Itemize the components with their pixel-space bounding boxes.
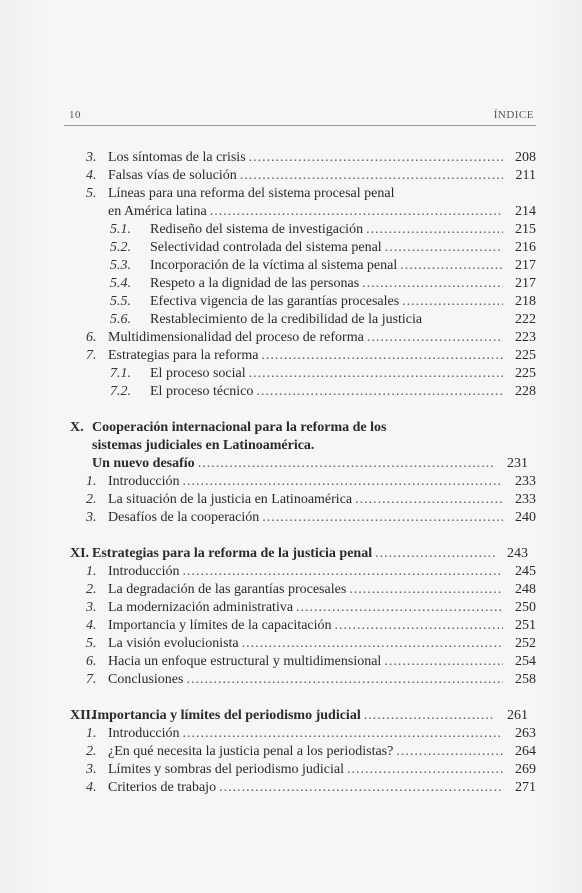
entry-title: Líneas para una reforma del sistema procesal penal [108,186,395,201]
entry-page: 214 [515,204,536,219]
dot-leader [400,257,503,275]
toc-entry [78,743,536,761]
toc-entry [78,383,536,401]
entry-page: 258 [515,672,536,687]
entry-title: Criterios de trabajo [108,780,217,795]
toc-entry [78,779,536,797]
chapter-gap [78,527,536,545]
entry-number: 5.4. [110,276,131,291]
toc-entry [78,365,536,383]
dot-leader [183,473,503,491]
entry-page: 225 [515,366,536,381]
entry-page: 225 [515,348,536,363]
entry-page: 217 [515,258,536,273]
entry-page: 252 [515,636,536,651]
toc-entry [78,185,536,203]
chapter-number: X. [70,420,84,435]
toc-entry [78,221,536,239]
entry-title: El proceso social [150,366,246,381]
entry-page: 269 [515,762,536,777]
entry-page: 248 [515,582,536,597]
toc-entry [78,725,536,743]
entry-page: 218 [515,294,536,309]
entry-title: Desafíos de la cooperación [108,510,260,525]
dot-leader [366,221,503,239]
chapter-heading [70,455,528,473]
chapter-title-text: Estrategias para la reforma de la justicia penal [92,546,373,561]
entry-title: Efectiva vigencia de las garantías procesales [150,294,400,309]
dot-leader [242,635,503,653]
toc-entry [78,509,536,527]
entry-number: 4. [86,780,97,795]
entry-number: 1. [86,564,97,579]
entry-page: 240 [515,510,536,525]
entry-number: 3. [86,600,97,615]
entry-title: La visión evolucionista [108,636,239,651]
entry-title: Importancia y límites de la capacitación [108,618,332,633]
entry-title: Falsas vías de solución [108,168,237,183]
chapter-number: XI. [70,546,90,561]
entry-title: Estrategias para la reforma [108,348,259,363]
chapter-number: XII. [70,708,95,723]
dot-leader [347,761,503,779]
entry-number: 4. [86,168,97,183]
chapter-title-text: sistemas judiciales en Latinoamérica. [92,438,315,453]
toc-entry [78,167,536,185]
chapter-title-text: Importancia y límites del periodismo judicial [92,708,361,723]
chapter-gap [78,401,536,419]
entry-number: 7. [86,672,97,687]
entry-number: 7. [86,348,97,363]
entry-page: 216 [515,240,536,255]
entry-title: Introducción [108,726,180,741]
entry-page: 254 [515,654,536,669]
dot-leader [198,455,495,473]
chapter-title-text: Un nuevo desafío [92,456,195,471]
toc-entry [78,617,536,635]
dot-leader [355,491,503,509]
entry-page: 264 [515,744,536,759]
toc-entry [78,275,536,293]
entry-number: 6. [86,330,97,345]
entry-title: La degradación de las garantías procesales [108,582,347,597]
dot-leader [183,725,503,743]
entry-number: 7.2. [110,384,131,399]
entry-title: Conclusiones [108,672,184,687]
entry-number: 2. [86,582,97,597]
entry-page: 245 [515,564,536,579]
entry-number: 1. [86,726,97,741]
entry-number: 5.1. [110,222,131,237]
toc-entry [78,563,536,581]
entry-number: 2. [86,492,97,507]
chapter-block [70,419,528,473]
entry-title: Restablecimiento de la credibilidad de la justicia [150,312,423,327]
dot-leader [210,203,503,221]
toc-entry [78,149,536,167]
entry-title: La situación de la justicia en Latinoamérica [108,492,353,507]
entry-number: 5.2. [110,240,131,255]
chapter-title-line [70,419,528,437]
chapter-title-line [70,437,528,455]
toc-entry [78,581,536,599]
entry-title: Incorporación de la víctima al sistema penal [150,258,398,273]
entry-page: 217 [515,276,536,291]
dot-leader [296,599,503,617]
toc-entry [78,473,536,491]
chapter-block [70,545,528,563]
entry-title: Respeto a la dignidad de las personas [150,276,360,291]
dot-leader [249,149,503,167]
entry-number: 5. [86,636,97,651]
entry-page: 250 [515,600,536,615]
entry-title: Introducción [108,564,180,579]
dot-leader [261,347,503,365]
entry-number: 4. [86,618,97,633]
chapter-heading [70,545,528,563]
chapter-block [70,707,528,725]
dot-leader [219,779,503,797]
entry-page: 211 [515,168,536,183]
chapter-gap [78,689,536,707]
entry-page: 223 [515,330,536,345]
entry-title: Selectividad controlada del sistema penal [150,240,382,255]
toc-entry [78,203,536,221]
chapter-heading [70,707,528,725]
toc-entry [78,239,536,257]
dot-leader [384,653,503,671]
entry-number: 6. [86,654,97,669]
table-of-contents [70,149,536,797]
dot-leader [240,167,503,185]
dot-leader [385,239,503,257]
toc-entry [78,653,536,671]
entry-page: 251 [515,618,536,633]
dot-leader [367,329,503,347]
entry-page: 271 [515,780,536,795]
entry-number: 3. [86,510,97,525]
entry-number: 3. [86,762,97,777]
dot-leader [349,581,503,599]
entry-title: Hacia un enfoque estructural y multidimensional [108,654,382,669]
page-header [69,109,534,125]
entry-number: 1. [86,474,97,489]
toc-entry [78,491,536,509]
entry-title: El proceso técnico [150,384,254,399]
entry-title: ¿En qué necesita la justicia penal a los periodistas? [108,744,394,759]
dot-leader [249,365,503,383]
toc-entry [78,257,536,275]
dot-leader [396,743,503,761]
entry-title: La modernización administrativa [108,600,294,615]
entry-page: 208 [515,150,536,165]
entry-number: 7.1. [110,366,131,381]
dot-leader [362,275,503,293]
toc-entry [78,347,536,365]
toc-entry [78,329,536,347]
entry-number: 3. [86,150,97,165]
dot-leader [375,545,495,563]
entry-number: 5. [86,186,97,201]
dot-leader [256,383,503,401]
entry-page: 222 [515,312,536,327]
toc-entry [78,599,536,617]
dot-leader [186,671,503,689]
dot-leader [183,563,503,581]
chapter-page: 243 [507,546,528,561]
entry-title: Los síntomas de la crisis [108,150,246,165]
entry-title: Límites y sombras del periodismo judicial [108,762,345,777]
entry-number: 2. [86,744,97,759]
entry-title: Multidimensionalidad del proceso de reforma [108,330,364,345]
chapter-title-text: Cooperación internacional para la reforma de los [92,420,387,435]
dot-leader [335,617,503,635]
entry-number: 5.5. [110,294,131,309]
running-title: ÍNDICE [493,109,534,121]
dot-leader [402,293,503,311]
entry-page: 233 [515,474,536,489]
toc-entry [78,311,536,329]
chapter-page: 231 [507,456,528,471]
entry-page: 233 [515,492,536,507]
entry-page: 215 [515,222,536,237]
entry-title: en América latina [108,204,207,219]
entry-number: 5.3. [110,258,131,273]
entry-title: Introducción [108,474,180,489]
dot-leader [262,509,503,527]
toc-entry [78,635,536,653]
dot-leader [364,707,495,725]
toc-entry [78,761,536,779]
chapter-page: 261 [507,708,528,723]
entry-page: 228 [515,384,536,399]
toc-entry [78,293,536,311]
header-rule [64,125,536,126]
page-number: 10 [69,109,81,121]
entry-page: 263 [515,726,536,741]
entry-number: 5.6. [110,312,131,327]
toc-entry [78,671,536,689]
entry-title: Rediseño del sistema de investigación [150,222,364,237]
